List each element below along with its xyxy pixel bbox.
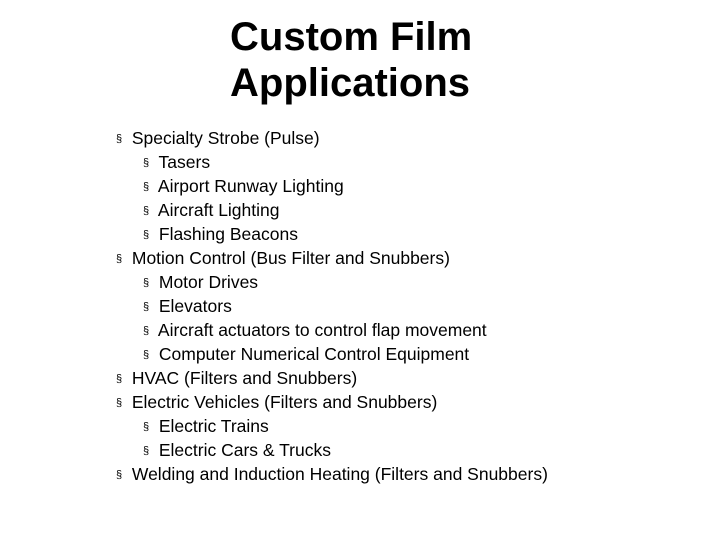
bullet-text: Specialty Strobe (Pulse) [131,128,320,148]
bullet-icon: § [143,325,150,337]
bullet-item [116,367,548,391]
bullet-item [116,247,548,271]
bullet-list [116,127,548,487]
bullet-icon: § [143,301,150,313]
sub-bullet-item [116,223,548,247]
bullet-item [116,391,548,415]
bullet-icon: § [143,229,150,241]
bullet-icon: § [143,445,150,457]
bullet-text: Tasers [158,152,211,172]
bullet-item [116,127,548,151]
bullet-icon: § [143,277,150,289]
bullet-text: Airport Runway Lighting [157,176,344,196]
bullet-text: Electric Vehicles (Filters and Snubbers) [131,392,438,412]
bullet-icon: § [116,373,123,385]
bullet-icon: § [143,181,150,193]
bullet-text: Elevators [158,296,232,316]
bullet-text: Motor Drives [158,272,259,292]
sub-bullet-item [116,175,548,199]
bullet-icon: § [116,397,123,409]
sub-bullet-item [116,271,548,295]
bullet-text: Computer Numerical Control Equipment [158,344,470,364]
sub-bullet-item [116,439,548,463]
sub-bullet-item [116,319,548,343]
bullet-text: HVAC (Filters and Snubbers) [131,368,358,388]
bullet-icon: § [116,253,123,265]
bullet-icon: § [143,349,150,361]
sub-bullet-item [116,415,548,439]
slide-title-line-1: Custom Film [230,15,473,59]
bullet-icon: § [143,157,150,169]
sub-bullet-item [116,295,548,319]
bullet-text: Electric Cars & Trucks [158,440,331,460]
bullet-text: Flashing Beacons [158,224,298,244]
bullet-icon: § [143,205,150,217]
slide-title-line-2: Applications [230,61,471,105]
bullet-text: Electric Trains [158,416,269,436]
bullet-icon: § [143,421,150,433]
sub-bullet-item [116,151,548,175]
bullet-text: Motion Control (Bus Filter and Snubbers) [131,248,450,268]
bullet-text: Welding and Induction Heating (Filters and Snubbers) [131,464,548,484]
bullet-icon: § [116,133,123,145]
bullet-item [116,463,548,487]
bullet-text: Aircraft Lighting [157,200,280,220]
bullet-icon: § [116,469,123,481]
sub-bullet-item [116,199,548,223]
sub-bullet-item [116,343,548,367]
bullet-text: Aircraft actuators to control flap movement [157,320,487,340]
slide-title [230,14,530,106]
